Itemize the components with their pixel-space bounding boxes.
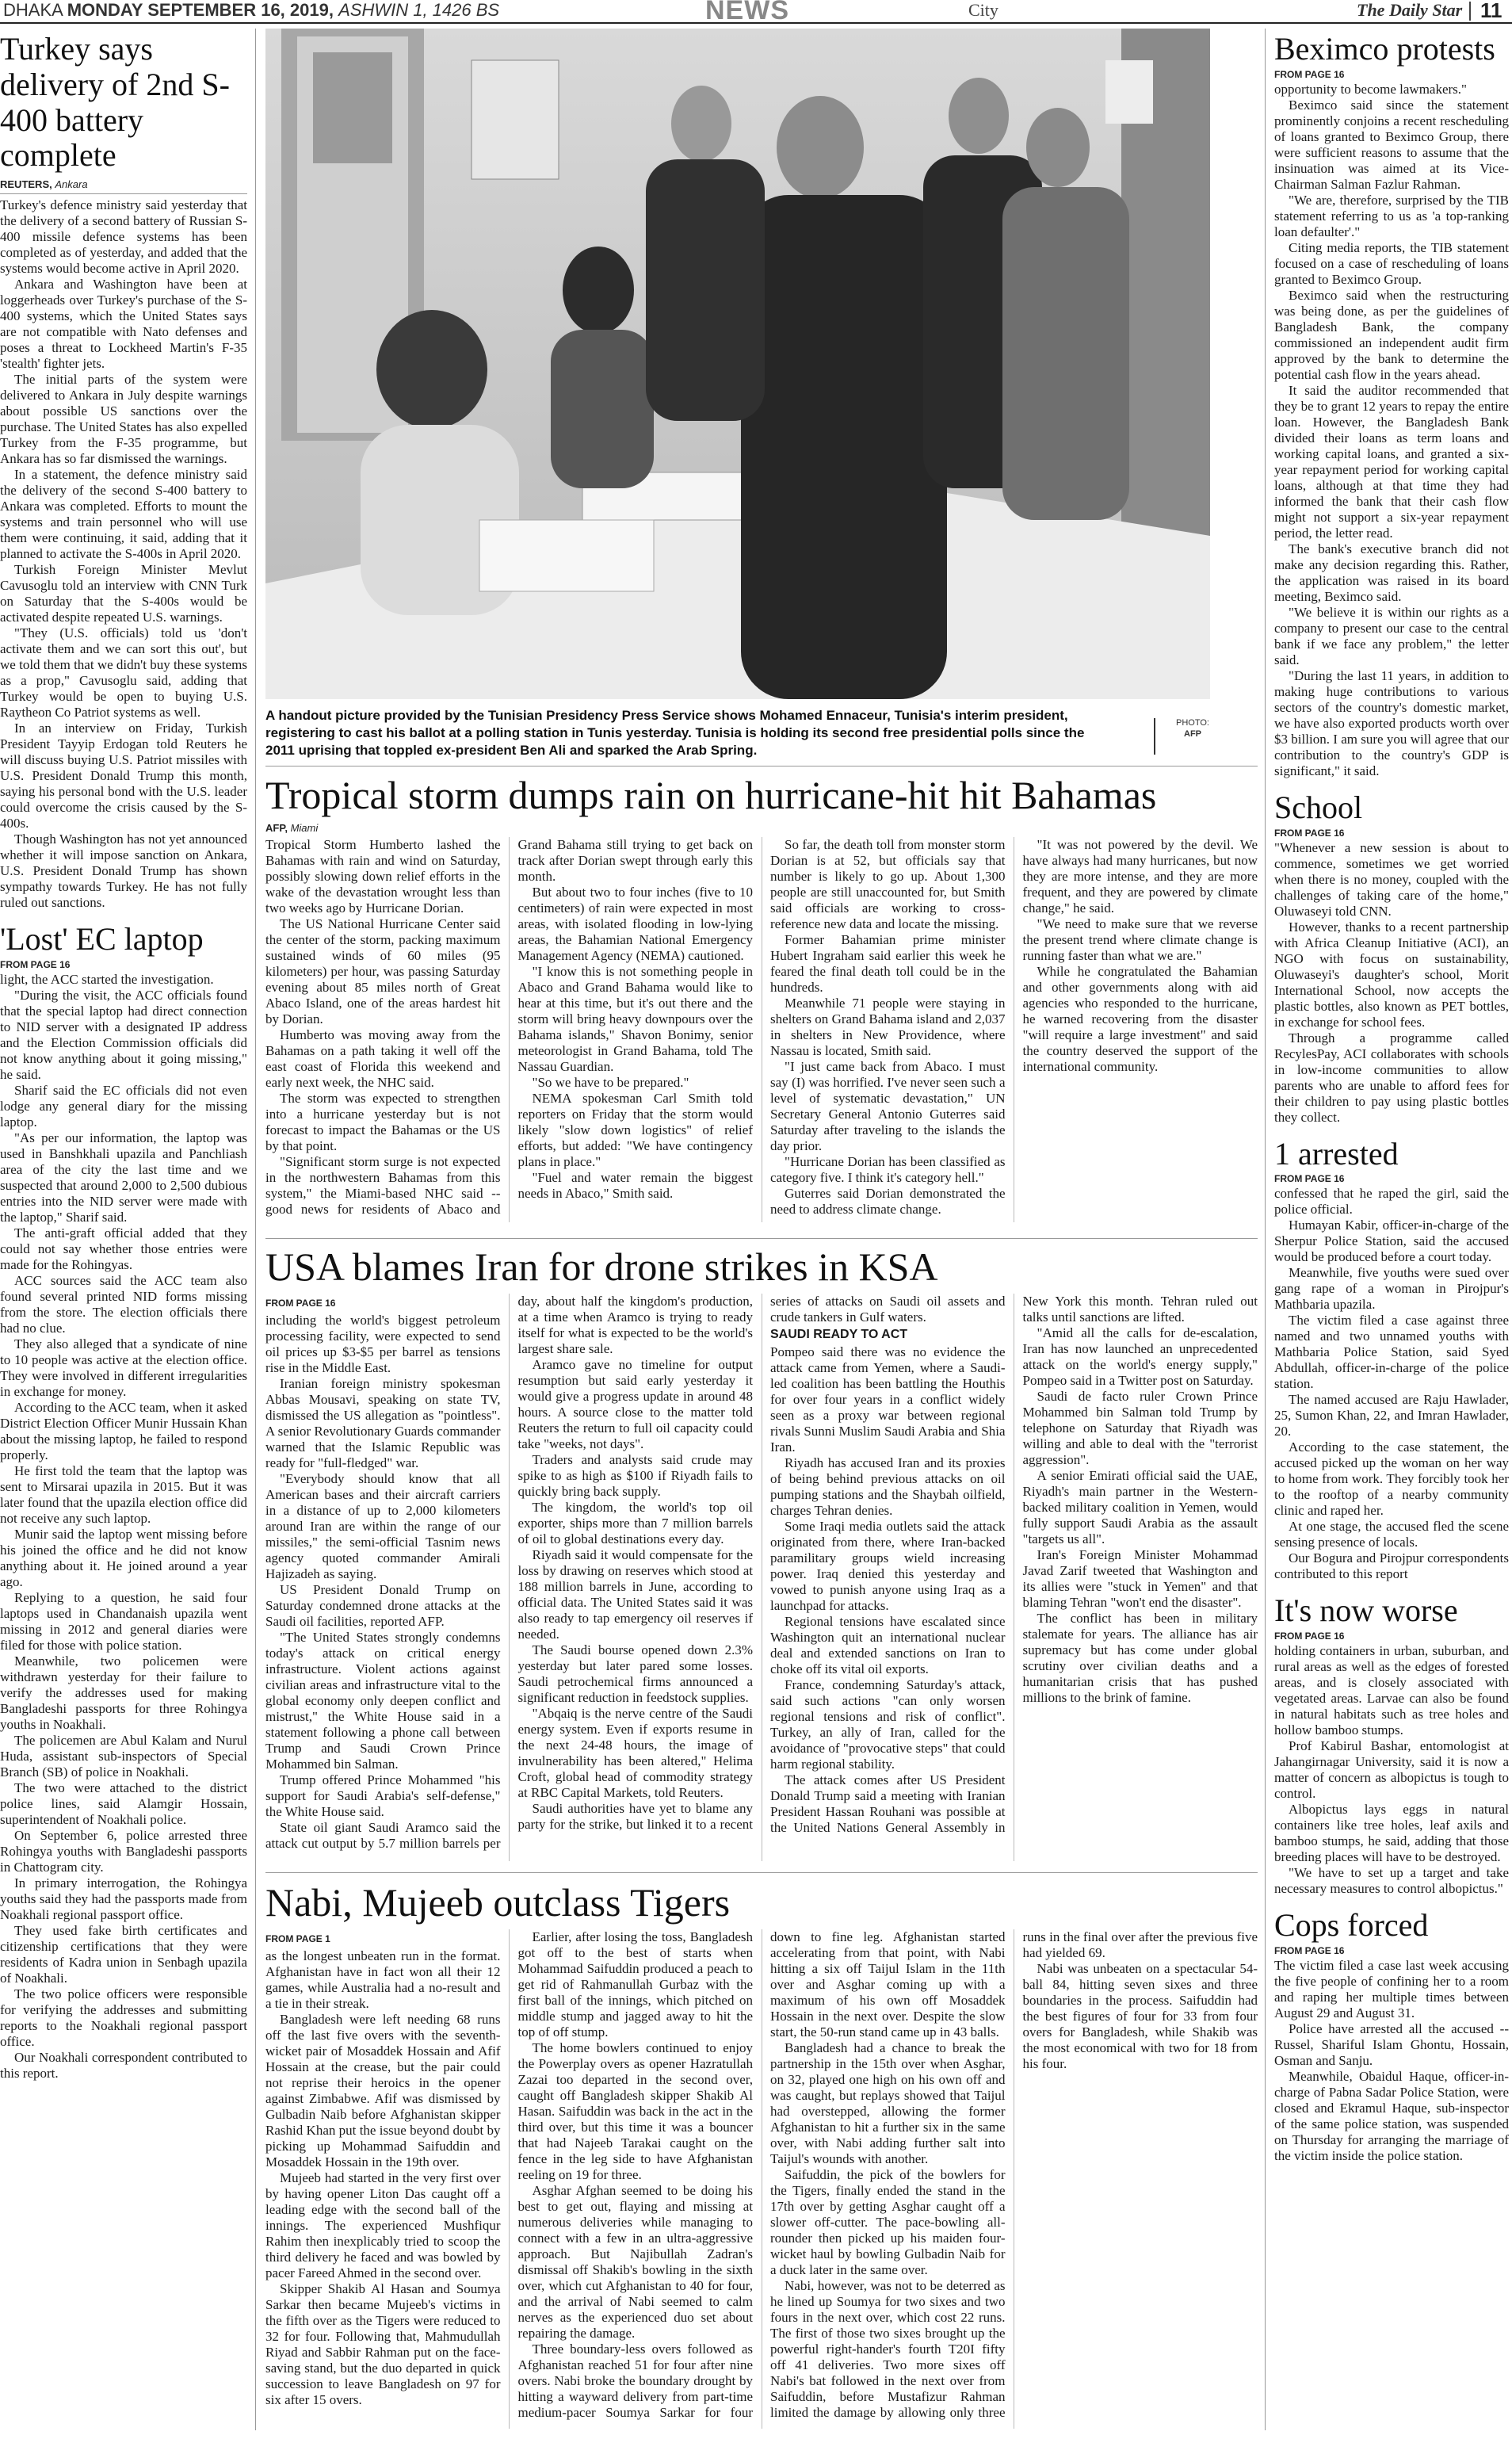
paragraph: as the longest unbeaten run in the format. Afghanistan have in fact won all their 12 games, while Australia had a no-result and a tie in their streak.	[265, 1948, 501, 2011]
paragraph: Saudi authorities have yet to blame any party for the strike, but linked it to a recent series of attacks on Saudi oil assets and crude tankers in Gulf waters.	[517, 1294, 1006, 1832]
paragraph: Meanwhile, two policemen were withdrawn yesterday for their failure to verify the addresses used for making Bangladeshi passports for three Rohingya youths in Noakhali.	[0, 1653, 247, 1732]
byline-agency: REUTERS,	[0, 178, 52, 191]
photo-image	[265, 29, 1210, 699]
news-photo	[265, 29, 1210, 699]
paragraph: confessed that he raped the girl, said the police official.	[1274, 1186, 1509, 1218]
paragraph: Ankara and Washington have been at loggerheads over Turkey's purchase of the S-400 systems, which the United States says are not compatible with Nato defenses and poses a threat to Lockheed Martin's F-35 'stealth' fighter jets.	[0, 277, 247, 372]
headline: Nabi, Mujeeb outclass Tigers	[265, 1880, 731, 1925]
article-laptop	[0, 922, 247, 2082]
paragraph: The anti-graft official added that they could not say whether those entries were made for the Rohingyas.	[0, 1225, 247, 1272]
paragraph: Meanwhile 71 people were staying in shelters on Grand Bahama island and 2,037 in shelters in New Providence, where Nassau is located, Smith said.	[770, 996, 1006, 1058]
credit-label: PHOTO:	[1176, 718, 1209, 728]
paragraph: The policemen are Abul Kalam and Nurul Huda, assistant sub-inspectors of Special Branch (SB) of police in Noakhali.	[0, 1732, 247, 1780]
paragraph: At one stage, the accused fled the scene sensing presence of locals.	[1274, 1519, 1509, 1550]
paragraph: Iran's Foreign Minister Mohammad Javad Zarif tweeted that Washington and its allies were "stuck in Yemen" and that blaming Tehran "won't end the disaster".	[1022, 1547, 1258, 1610]
paragraph: "They (U.S. officials) told us 'don't activate them and we can sort this out', but we told them that we didn't buy these systems as a prop," Cavusoglu said, adding that Turkey would be open to buying U.S. Raytheon Co Patriot systems as well.	[0, 625, 247, 721]
paragraph: He first told the team that the laptop was sent to Mirsarai upazila in 2015. But it was later found that the upazila election office did not receive any such laptop.	[0, 1462, 247, 1526]
article-body	[265, 837, 1258, 1222]
paragraph: Nabi was unbeaten on a spectacular 54-ball 84, hitting seven sixes and three boundaries in the process. Saifuddin had the best figures of four for 33 from four overs for Bangladesh, while Shakib was the most economical with two for 18 from his four.	[1022, 1961, 1258, 2071]
paragraph: The Saudi bourse opened down 2.3% yesterday but later pared some losses. Saudi petrochemical firms announced a significant reduction in feedstock supplies.	[517, 1642, 753, 1705]
paragraph: In an interview on Friday, Turkish President Tayyip Erdogan told Reuters he will discuss buying U.S. Patriot missiles with U.S. President Donald Trump this month, saying his personal bond with the U.S. leader could overcome the crisis caused by the S-400s.	[0, 721, 247, 831]
paragraph: So far, the death toll from monster storm Dorian is at 52, but officials say that number is likely to go up. About 1,300 people are still unaccounted for, but Smith said officials are working to cross-reference new data and locate the missing.	[770, 837, 1006, 931]
paragraph: The victim filed a case last week accusing the five people of confining her to a room and raping her multiple times between August 29 and August 31.	[1274, 1957, 1509, 2020]
paragraph: "It was not powered by the devil. We have always had many hurricanes, but now they are more intense, and they are more frequent, and they are powered by climate change," he said.	[1022, 837, 1258, 916]
paragraph: They also alleged that a syndicate of nine to 10 people was active at the election office. They were involved in different irregularities in exchange for money.	[0, 1336, 247, 1399]
photo-credit	[1165, 717, 1220, 740]
headline: School	[1274, 789, 1363, 825]
paragraph: But about two to four inches (five to 10 centimeters) of rain were expected in most areas, with isolated flooding in low-lying areas, the Bahamian National Emergency Management Agency (NEMA) cautioned.	[517, 885, 753, 963]
paragraph: "The United States strongly condemns today's attack on critical energy infrastructure. Violent actions against civilian areas and infrastructure vital to the global economy only deepen conflict and mistrust," the White House said in a statement following a phone call between Trump and Saudi Crown Prince Mohammed bin Salman.	[265, 1630, 501, 1772]
paragraph: Tropical Storm Humberto lashed the Bahamas with rain and wind on Saturday, possibly slowing down relief efforts in the wake of the devastation wrought less than two weeks ago by Hurricane Dorian.	[265, 837, 501, 916]
article-turkey	[0, 32, 247, 911]
byline-agency: AFP,	[265, 822, 288, 834]
article-beximco	[1274, 32, 1509, 779]
divider	[265, 1872, 1258, 1873]
article-body	[0, 972, 247, 2082]
paragraph: The kingdom, the world's top oil exporter, ships more than 7 million barrels of oil to global destinations every day.	[517, 1500, 753, 1546]
article-school	[1274, 790, 1509, 1126]
paragraph: Bangladesh were left needing 68 runs off the last five overs with the seventh-wicket pair of Mosaddek Hossain and Afif Hossain at the crease, but the pair could not reprise their heroics in the opener against Zimbabwe. Afif was dismissed by Gulbadin Naib before Afghanistan skipper Rashid Khan put the issue beyond doubt by picking up Mohammad Saifuddin and Mosaddek Hossain in the 19th over.	[265, 2012, 501, 2169]
from-page: FROM PAGE 16	[1274, 1944, 1345, 1956]
photo-caption: A handout picture provided by the Tunisian Presidency Press Service shows Mohamed Ennaceur, Tunisia's interim president, registering to cast his ballot at a polling station in Tunis yesterday. Tunisia is holding its second free presidential polls since the 2011 uprising that toppled ex-president Ben Ali and sparked the Arab Spring.	[265, 708, 1085, 758]
paragraph: The home bowlers continued to enjoy the Powerplay overs as opener Hazratullah Zazai too departed in the second over, caught off Bangladesh skipper Shakib Al Hasan. Saifuddin was back in the act in the third over, but this time it was a bouncer that had Najeeb Tarakai caught on the fence in the leg side to have Afghanistan reeling on 19 for three.	[517, 2040, 753, 2182]
paragraph: "As per our information, the laptop was used in Banshkhali upazila and Panchliash area of the city the last time and we suspected that around 2,000 to 2,500 dubious entries into the NID server were made with the laptop," Sharif said.	[0, 1130, 247, 1225]
article-iran	[265, 1244, 1258, 1867]
paragraph: Riyadh has accused Iran and its proxies of being behind previous attacks on oil pumping stations and the Shaybah oilfield, charges Tehran denies.	[770, 1455, 1006, 1518]
section-title: NEWS	[705, 0, 789, 25]
paragraph: Trump offered Prince Mohammed "his support for Saudi Arabia's self-defense," the White House said.	[265, 1772, 501, 1819]
left-column	[0, 32, 247, 2433]
paragraph: According to the case statement, the accused picked up the woman on her way to home from work. They forcibly took her to the rooftop of a nearby community clinic and raped her.	[1274, 1439, 1509, 1519]
article-body	[265, 1294, 1258, 1861]
paragraph: Riyadh said it would compensate for the loss by drawing on reserves which stood at 188 million barrels in June, according to official data. The United States said it was also ready to tap emergency oil reserves if needed.	[517, 1547, 753, 1642]
paragraph: Former Bahamian prime minister Hubert Ingraham said earlier this week he feared the final death toll could be in the hundreds.	[770, 932, 1006, 995]
paragraph: "We are, therefore, surprised by the TIB statement referring to us as 'a top-ranking loan defaulter'."	[1274, 192, 1509, 239]
paragraph: "Fuel and water remain the biggest needs in Abaco," Smith said.	[517, 1170, 753, 1201]
from-page: FROM PAGE 16	[1274, 827, 1345, 839]
from-page: FROM PAGE 16	[1274, 68, 1345, 80]
paragraph: "Abqaiq is the nerve centre of the Saudi energy system. Even if exports resume in the next 24-48 hours, the image of invulnerability has been altered," Helima Croft, global head of commodity strategy at RBC Capital Markets, told Reuters.	[517, 1706, 753, 1800]
paragraph: The two police officers were responsible for verifying the addresses and submitting reports to the Noakhali regional passport office.	[0, 1986, 247, 2049]
paragraph: The two were attached to the district police lines, said Alamgir Hossain, superintendent of Noakhali police.	[0, 1780, 247, 1827]
headline: 'Lost' EC laptop	[0, 921, 204, 958]
paragraph: Through a programme called RecylesPay, ACI collaborates with schools in low-income communities to allow parents who are unable to afford fees for their children to pay using plastic bottles they collect.	[1274, 1030, 1509, 1125]
headline: Cops forced	[1274, 1907, 1429, 1944]
paragraph: A senior Emirati official said the UAE, Riyadh's main partner in the Western-backed military coalition in Yemen, would fully support Saudi Arabia as the assault "targets us all".	[1022, 1468, 1258, 1546]
paragraph: Albopictus lays eggs in natural containers like tree holes, leaf axils and bamboo stumps, he said, adding that those breeding places will have to be destroyed.	[1274, 1802, 1509, 1865]
paragraph: "During the visit, the ACC officials found that the special laptop had direct connection to NID server with a designated IP address and the Election Commission officials did not know anything about it going missing," he said.	[0, 987, 247, 1082]
subhead: SAUDI READY TO ACT	[770, 1328, 908, 1341]
dateline-date: MONDAY SEPTEMBER 16, 2019,	[67, 0, 334, 20]
paragraph: Saifuddin, the pick of the bowlers for the Tigers, finally ended the stand in the 17th over by getting Asghar caught off a slower off-cutter. The pace-bowling all-rounder then picked up his maiden four-wicket haul by bowling Gulbadin Naib for a duck later in the same over.	[770, 2167, 1006, 2277]
paragraph: Meanwhile, five youths were sued over gang rape of a woman in Pirojpur's Mathbaria upazila.	[1274, 1265, 1509, 1313]
paragraph: The initial parts of the system were delivered to Ankara in July despite warnings about possible US sanctions over the purchase. The United States has also expelled Turkey from the F-35 programme, but Ankara has so far dismissed the warnings.	[0, 372, 247, 467]
paragraph: Beximco said when the restructuring was being done, as per the guidelines of Bangladesh Bank, the company commissioned an independent audit firm approved by the bank to determine the potential cash flow in the years ahead.	[1274, 287, 1509, 382]
paragraph: Munir said the laptop went missing before his joined the office and he did not know anything about it. He joined around a year ago.	[0, 1526, 247, 1589]
paragraph: Meanwhile, Obaidul Haque, officer-in-charge of Pabna Sadar Police Station, were closed and Ekramul Haque, sub-inspector of the same police station, was suspended on Thursday for arranging the marriage of the victim inside the police station.	[1274, 2068, 1509, 2163]
page-header	[0, 0, 1512, 24]
paragraph: Saudi de facto ruler Crown Prince Mohammed bin Salman told Trump by telephone on Saturday that Riyadh was willing and able to deal with the "terrorist aggression".	[1022, 1389, 1258, 1467]
article-body	[0, 197, 247, 911]
paragraph: Our Bogura and Pirojpur correspondents contributed to this report	[1274, 1550, 1509, 1582]
paragraph: Regional tensions have escalated since Washington quit an international nuclear deal and extended sanctions on Iran to choke off its vital oil exports.	[770, 1614, 1006, 1676]
byline	[0, 178, 247, 190]
subsection-title: City	[968, 0, 998, 20]
headline: USA blames Iran for drone strikes in KSA	[265, 1244, 938, 1289]
paragraph: Beximco said since the statement prominently conjoins a recent rescheduling of loans granted to Beximco Group, there were sufficient reasons to assume that the insinuation was aimed at its Vice-Chairman Salman Fazlur Rahman.	[1274, 97, 1509, 192]
dateline-bengali-date: ASHWIN 1, 1426 BS	[338, 0, 500, 20]
paragraph: The US National Hurricane Center said the center of the storm, packing maximum sustained winds of 60 miles (95 kilometers) per hour, was passing Saturday evening about 85 miles north of Great Abaco Island, one of the areas hardest hit by Dorian.	[265, 916, 501, 1026]
paragraph: Mujeeb had started in the very first over by having opener Liton Das caught off a leading edge with the second ball of the innings. The experienced Mushfiqur Rahim then inexplicably tried to scoop the third delivery he faced and was bowled by pacer Fareed Ahmed in the second over.	[265, 2170, 501, 2280]
paragraph: Prof Kabirul Bashar, entomologist at Jahangirnagar University, said it is now a matter of concern as albopictus is tough to control.	[1274, 1738, 1509, 1802]
paragraph: Our Noakhali correspondent contributed to this report.	[0, 2049, 247, 2081]
masthead-logo: The Daily Star	[1357, 0, 1463, 20]
paragraph: France, condemning Saturday's attack, said such actions "can only worsen regional tensions and risk of conflict". Turkey, an ally of Iran, called for the avoidance of "provocative steps" that could harm regional stability.	[770, 1677, 1006, 1772]
paragraph: The attack comes after US President Donald Trump said a meeting with Iranian President Hassan Rouhani was possible at the United Nations General Assembly in New York this month. Tehran ruled out talks until sanctions are lifted.	[770, 1294, 1258, 1835]
paragraph: "We need to make sure that we reverse the present trend where climate change is running faster than what we are."	[1022, 916, 1258, 963]
paragraph: Iranian foreign ministry spokesman Abbas Mousavi, speaking on state TV, dismissed the US allegation as "pointless". A senior Revolutionary Guards commander warned that the Islamic Republic was ready for "full-fledged" war.	[265, 1376, 501, 1470]
paragraph: State oil giant Saudi Aramco said the attack cut output by 5.7 million barrels per day, about half the kingdom's production, at a time when Aramco is trying to ready itself for what is expected to be the world's largest share sale.	[265, 1294, 753, 1851]
paragraph: "Amid all the calls for de-escalation, Iran has now launched an unprecedented attack on the world's energy supply," Pompeo said in a Twitter post on Saturday.	[1022, 1325, 1258, 1388]
from-page: FROM PAGE 16	[1274, 1630, 1345, 1642]
paragraph: "Everybody should know that all American bases and their aircraft carriers in a distance of up to 2,000 kilometers around Iran are within the range of our missiles," the semi-official Tasnim news agency quoted commander Amirali Hajizadeh as saying.	[265, 1471, 501, 1581]
paragraph: opportunity to become lawmakers."	[1274, 81, 1467, 97]
paragraph: On September 6, police arrested three Rohingya youths with Bangladeshi passports in Chattogram city.	[0, 1827, 247, 1875]
paragraph: While he congratulated the Bahamian and other governments along with aid agencies who responded to the hurricane, he warned recovering from the disaster "will require a large investment" and said the country deserved the support of the international community.	[1022, 964, 1258, 1074]
byline	[265, 822, 1258, 834]
paragraph: In a statement, the defence ministry said the delivery of the second S-400 battery to Ankara was completed. Efforts to mount the systems and train personnel who will use them were continuing, it said, adding that it planned to activate the S-400s in April 2020.	[0, 467, 247, 562]
headline: Beximco protests	[1274, 32, 1495, 67]
paragraph: ACC sources said the ACC team also found several printed NID forms missing from the store. The election officials there had no clue.	[0, 1272, 247, 1336]
paragraph: Turkey's defence ministry said yesterday that the delivery of a second battery of Russian S-400 missile defence systems has been completed as of yesterday, and added that the systems would become active in April 2020.	[0, 197, 247, 277]
article-body	[1274, 1958, 1509, 2164]
paragraph: Traders and analysts said crude may spike to as high as $100 if Riyadh fails to quickly bring back supply.	[517, 1452, 753, 1499]
paragraph: Humberto was moving away from the Bahamas on a path taking it well off the east coast of Florida this weekend and early next week, the NHC said.	[265, 1027, 501, 1090]
dateline-city: DHAKA	[3, 0, 63, 20]
divider	[0, 193, 247, 194]
paragraph: Humayan Kabir, officer-in-charge of the Sherpur Police Station, said the accused would be produced before a court today.	[1274, 1218, 1509, 1265]
byline-place: Ankara	[55, 178, 88, 191]
byline-place: Miami	[290, 822, 319, 834]
from-page: FROM PAGE 16	[1274, 1173, 1345, 1185]
headline: It's now worse	[1274, 1592, 1458, 1629]
headline: Turkey says delivery of 2nd S-400 battery complete	[0, 32, 230, 174]
paragraph: light, the ACC started the investigation.	[0, 971, 214, 987]
credit-separator	[1154, 718, 1155, 755]
column-rule	[255, 29, 256, 2430]
paragraph: Police have arrested all the accused -- Russel, Shariful Islam Ghontu, Hossain, Osman and Sanju.	[1274, 2020, 1509, 2068]
right-column	[1274, 32, 1509, 2433]
from-page: FROM PAGE 16	[265, 1298, 336, 1309]
credit-source: AFP	[1184, 729, 1201, 739]
paragraph: The victim filed a case against three named and two unnamed youths with Mathbaria Police Station, said Syed Abdullah, officer-in-charge of the police station.	[1274, 1313, 1509, 1392]
paragraph: holding containers in urban, suburban, and rural areas as well as the edges of forested areas, and is closely associated with vegetated areas. Larvae can also be found in natural habitats such as tree holes and hollow bamboo stumps.	[1274, 1643, 1509, 1738]
paragraph: "We have to set up a target and take necessary measures to control albopictus."	[1274, 1865, 1509, 1897]
paragraph: Pompeo said there was no evidence the attack came from Yemen, where a Saudi-led coalition has been battling the Houthis for over four years in a conflict widely seen as a proxy war between regional rivals Sunni Muslim Saudi Arabia and Shia Iran.	[770, 1344, 1006, 1455]
paragraph: Nabi, however, was not to be deterred as he lined up Soumya for two sixes and two fours in the next over, which cost 22 runs. The first of those two sixes brought up the powerful right-hander's fourth T20I fifty off 41 deliveries. Two more sixes off Nabi's bat followed in the next over from Saifuddin, before Mustafizur Rahman limited the damage by allowing only three runs in the final over after the previous five had yielded 69.	[770, 1929, 1258, 2420]
paragraph: The named accused are Raju Hawlader, 25, Sumon Khan, 22, and Imran Hawlader, 20.	[1274, 1392, 1509, 1439]
paragraph: Bangladesh had a chance to break the partnership in the 15th over when Asghar, on 32, played one high on his own off and was caught, but replays showed that Taijul had overstepped, allowing the former Afghanistan to hit a further six in the same over, with Nabi adding further salt into Taijul's wounds with another.	[770, 2040, 1006, 2166]
paragraph: Sharif said the EC officials did not even lodge any general diary for the missing laptop.	[0, 1082, 247, 1130]
article-body	[1274, 82, 1509, 779]
column-rule	[1265, 29, 1266, 2430]
paragraph: "Whenever a new session is about to commence, sometimes we get worried when there is no money, coupled with the challenges of taking care of the home," Oluwaseyi told CNN.	[1274, 839, 1509, 919]
article-worse	[1274, 1593, 1509, 1897]
paragraph: "I just came back from Abaco. I must say (I) was horrified. I've never seen such a level of systematic devastation," UN Secretary General Antonio Guterres said Saturday after traveling to the islands the day prior.	[770, 1059, 1006, 1153]
paragraph: including the world's biggest petroleum processing facility, were expected to send oil prices up $3-$5 per barrel as tensions rise in the Middle East.	[265, 1313, 501, 1375]
article-body	[1274, 1643, 1509, 1897]
from-page: FROM PAGE 1	[265, 1933, 330, 1944]
paragraph: "We believe it is within our rights as a company to present our case to the central bank if we face any problem," the letter said.	[1274, 604, 1509, 667]
paragraph: Replying to a question, he said four laptops used in Chandanaish upazila went missing in 2012 and general diaries were filed for those with police station.	[0, 1589, 247, 1653]
page-number: 11	[1480, 0, 1502, 22]
article-body	[1274, 840, 1509, 1126]
paragraph: The conflict has been in military stalemate for years. The alliance has air supremacy but has come under global scrutiny over civilian deaths and a humanitarian crisis that has pushed millions to the brink of famine.	[1022, 1611, 1258, 1705]
article-body	[1274, 1186, 1509, 1582]
article-arrested	[1274, 1137, 1509, 1583]
dateline	[3, 0, 499, 21]
paragraph: The bank's executive branch did not make any decision regarding this. Rather, the application was raised in its board meeting, Beximco said.	[1274, 541, 1509, 604]
headline: Tropical storm dumps rain on hurricane-hit hit Bahamas	[265, 773, 1157, 817]
header-separator	[1469, 2, 1471, 21]
paragraph: Earlier, after losing the toss, Bangladesh got off to the best of starts when Mohammad Saifuddin produced a peach to get rid of Rahmanullah Gurbaz with the first ball of the innings, which pitched on middle stump and jagged away to hit the top of off stump.	[517, 1929, 753, 2040]
paragraph: "Significant storm surge is not expected in the northwestern Bahamas from this system," the Miami-based NHC said -- good news for residents of Abaco and Grand Bahama still trying to get back on track after Dorian swept through early this month.	[265, 837, 753, 1217]
paragraph: Turkish Foreign Minister Mevlut Cavusoglu told an interview with CNN Turk on Saturday that the S-400s would be activated despite repeated U.S. warnings.	[0, 562, 247, 625]
article-bahamas	[265, 773, 1258, 1234]
paragraph: "I know this is not something people in Abaco and Grand Bahama would like to hear at this time, but it's out there and the storm will bring heavy downpours over the Bahama islands," Shavon Bonimy, senior meteorologist in Grand Bahama, told The Nassau Guardian.	[517, 964, 753, 1074]
paragraph: Asghar Afghan seemed to be doing his best to get out, flaying and missing at numerous deliveries while managing to connect with a few in an ultra-aggressive approach. But Najibullah Zadran's dismissal off Shakib's bowling in the sixth over, which cut Afghanistan to 40 for four, and the arrival of Nabi seemed to calm nerves as the experienced duo set about repairing the damage.	[517, 2183, 753, 2341]
paragraph: Skipper Shakib Al Hasan and Soumya Sarkar then became Mujeeb's victims in the fifth over as the Tigers were reduced to 32 for four. Following that, Mahmudullah Riyad and Sabbir Rahman put on the face-saving stand, but the duo departed in quick succession to leave Bangladesh on 97 for six after 15 overs.	[265, 2281, 501, 2407]
paragraph: "So we have to be prepared."	[532, 1075, 689, 1090]
paragraph: "Hurricane Dorian has been classified as category five. I think it's category hell."	[770, 1154, 1006, 1185]
article-body	[265, 1929, 1258, 2429]
paragraph: NEMA spokesman Carl Smith told reporters on Friday that the storm would likely "slow down logistics" of relief efforts, but added: "We have contingency plans in place."	[517, 1091, 753, 1169]
paragraph: Aramco gave no timeline for output resumption but said early yesterday it would give a progress update in around 48 hours. A source close to the matter told Reuters the return to full oil capacity could take "weeks, not days".	[517, 1357, 753, 1451]
paragraph: Guterres said Dorian demonstrated the need to address climate change.	[770, 1186, 1006, 1217]
divider	[265, 1238, 1258, 1239]
paragraph: The storm was expected to strengthen into a hurricane yesterday but is not forecast to impact the Bahamas or the US by that point.	[265, 1091, 501, 1153]
paragraph: According to the ACC team, when it asked District Election Officer Munir Hussain Khan about the missing laptop, he failed to respond properly.	[0, 1399, 247, 1462]
headline: 1 arrested	[1274, 1135, 1399, 1172]
paragraph: Three boundary-less overs followed as Afghanistan reached 51 for four after nine overs. Nabi broke the boundary drought by hitting a wayward delivery from part-time medium-pacer Soumya Sarkar for four down to fine leg. Afghanistan started accelerating from that point, with Nabi hitting a six off Taijul Islam in the 11th over and Asghar coming up with a maximum of his own off Mosaddek Hossain in the next over. Despite the slow start, the 50-run stand came up in 43 balls.	[517, 1929, 1006, 2420]
paragraph: They used fake birth certificates and citizenship certifications that they were residents of Kadra union in Senbagh upazila of Noakhali.	[0, 1922, 247, 1986]
paragraph: Though Washington has not yet announced whether it will impose sanction on Ankara, U.S. President Donald Trump has shown sympathy towards Turkey. He has not fully ruled out sanctions.	[0, 831, 247, 911]
article-cops	[1274, 1908, 1509, 2164]
from-page: FROM PAGE 16	[0, 958, 71, 970]
paragraph: Some Iraqi media outlets said the attack originated from there, where Iran-backed paramilitary groups wield increasing power. Iraq denied this yesterday and vowed to punish anyone using Iraq as a launchpad for attacks.	[770, 1519, 1006, 1613]
paragraph: US President Donald Trump on Saturday condemned drone attacks at the Saudi oil facilities, reported AFP.	[265, 1582, 501, 1629]
paragraph: However, thanks to a recent partnership with Africa Cleanup Initiative (ACI), an NGO with focus on sustainability, Oluwaseyi's daughter's school, Morit International School, now accepts the plastic bottles, also known as PET bottles, in exchange for school fees.	[1274, 919, 1509, 1030]
article-tigers	[265, 1880, 1258, 2435]
paragraph: Citing media reports, the TIB statement focused on a case of rescheduling of loans granted to Beximco Group.	[1274, 239, 1509, 287]
paragraph: In primary interrogation, the Rohingya youths said they had the passports made from Noakhali regional passport office.	[0, 1875, 247, 1922]
paragraph: "During the last 11 years, in addition to making huge contributions to various sectors of the country's domestic market, we have also exported products worth over $3 billion. I am sure you will agree that our contribution to the country's GDP is significant," it said.	[1274, 667, 1509, 778]
paragraph: It said the auditor recommended that they be to grant 12 years to repay the entire loan. However, the Bangladesh Bank divided their loans as term loans and working capital loans, and granted a six-year repayment period for working capital loans, although at that time they had informed the bank that their cash flow might not support a six-year repayment period, the letter read.	[1274, 382, 1509, 541]
